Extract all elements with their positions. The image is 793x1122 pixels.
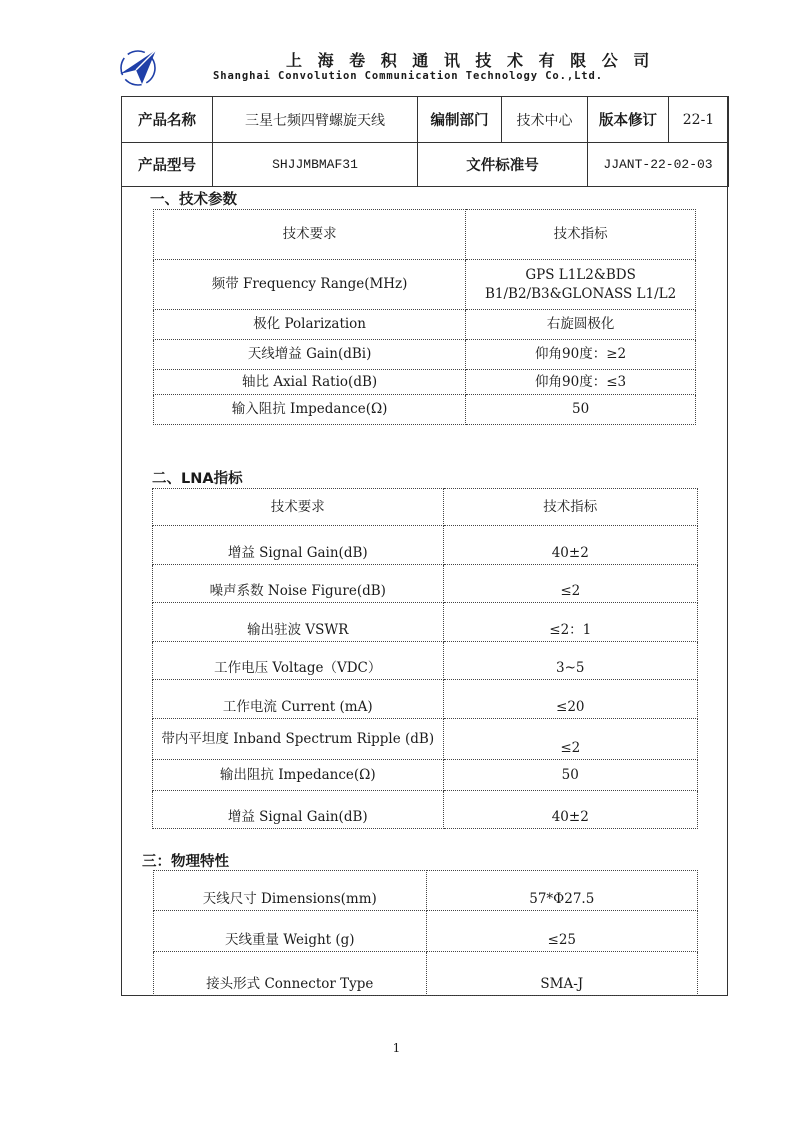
table-row-req: 工作电压 Voltage（VDC） <box>153 642 444 680</box>
table-row-spec: 仰角90度：≤3 <box>466 370 696 395</box>
table-row-req: 输出阻抗 Impedance(Ω) <box>153 760 444 791</box>
table-row-spec: ≤20 <box>443 680 697 719</box>
product-name-value: 三星七频四臂螺旋天线 <box>213 97 418 143</box>
table-row-req: 天线增益 Gain(dBi) <box>154 340 466 370</box>
table-row-req: 天线重量 Weight (g) <box>154 911 427 952</box>
table-row-spec: 40±2 <box>443 526 697 565</box>
table-row-spec: 40±2 <box>443 791 697 829</box>
table-row-spec: ≤25 <box>426 911 697 952</box>
table-row-spec: ≤2：1 <box>443 603 697 642</box>
product-name-label: 产品名称 <box>122 97 213 143</box>
physical-table <box>153 870 698 996</box>
table-row-req: 噪声系数 Noise Figure(dB) <box>153 565 444 603</box>
table-row-req: 接头形式 Connector Type <box>154 952 427 996</box>
col-header-spec: 技术指标 <box>466 210 696 260</box>
table-row-spec: GPS L1L2&BDS B1/B2/B3&GLONASS L1/L2 <box>466 260 696 310</box>
table-row-req: 输入阻抗 Impedance(Ω) <box>154 395 466 425</box>
doc-no-value: JJANT-22-02-03 <box>588 143 729 187</box>
col-header-req: 技术要求 <box>153 489 444 526</box>
col-header-req: 技术要求 <box>154 210 466 260</box>
page-number: 1 <box>392 1041 401 1055</box>
table-row-req: 轴比 Axial Ratio(dB) <box>154 370 466 395</box>
company-name-en: Shanghai Convolution Communication Technology Co.,Ltd. <box>213 70 603 82</box>
table-row-spec: 右旋圆极化 <box>466 310 696 340</box>
table-row-req: 天线尺寸 Dimensions(mm) <box>154 871 427 911</box>
product-info-table <box>121 96 729 187</box>
dept-label: 编制部门 <box>418 97 502 143</box>
company-logo-icon <box>116 44 162 90</box>
table-row-spec: SMA-J <box>426 952 697 996</box>
model-label: 产品型号 <box>122 143 213 187</box>
version-label: 版本修订 <box>588 97 669 143</box>
table-row-req: 工作电流 Current (mA) <box>153 680 444 719</box>
model-value: SHJJMBMAF31 <box>213 143 418 187</box>
table-row-req: 频带 Frequency Range(MHz) <box>154 260 466 310</box>
version-value: 22-1 <box>669 97 729 143</box>
section-title-lna: 二、LNA指标 <box>152 471 243 487</box>
col-header-spec: 技术指标 <box>443 489 697 526</box>
lna-table <box>152 488 698 829</box>
table-row-spec: 仰角90度：≥2 <box>466 340 696 370</box>
table-row-req: 带内平坦度 Inband Spectrum Ripple (dB) <box>153 719 444 760</box>
tech-params-table <box>153 209 696 425</box>
company-name-cn: 上 海 卷 积 通 讯 技 术 有 限 公 司 <box>286 51 655 70</box>
table-row-req: 极化 Polarization <box>154 310 466 340</box>
table-row-spec: 50 <box>443 760 697 791</box>
table-row-spec: 3~5 <box>443 642 697 680</box>
section-title-physical: 三：物理特性 <box>142 854 229 870</box>
table-row-spec: 57*Φ27.5 <box>426 871 697 911</box>
doc-no-label: 文件标准号 <box>418 143 588 187</box>
table-row-req: 增益 Signal Gain(dB) <box>153 526 444 565</box>
table-row-spec: 50 <box>466 395 696 425</box>
table-row-spec: ≤2 <box>443 719 697 760</box>
section-title-tech-params: 一、技术参数 <box>150 192 237 208</box>
dept-value: 技术中心 <box>502 97 588 143</box>
table-row-spec: ≤2 <box>443 565 697 603</box>
table-row-req: 输出驻波 VSWR <box>153 603 444 642</box>
table-row-req: 增益 Signal Gain(dB) <box>153 791 444 829</box>
